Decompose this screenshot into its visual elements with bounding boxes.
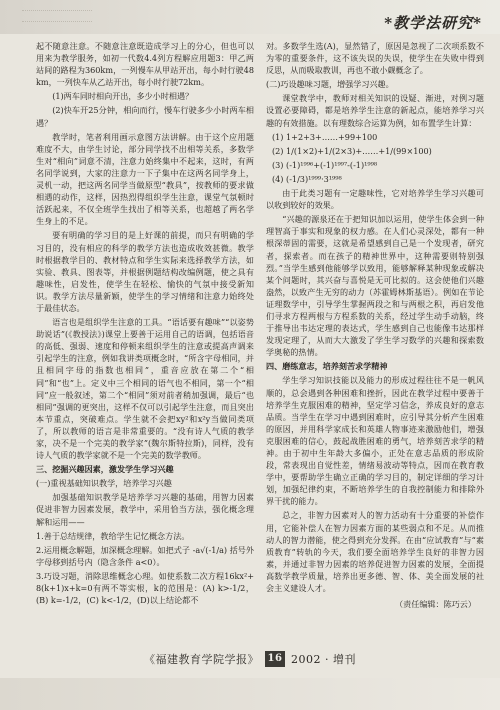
right-column <box>266 40 484 636</box>
editor-credit: （责任编辑：陈巧云） <box>395 599 476 610</box>
list-item: 1.善于总结规律，教给学生记忆概念方法。 <box>36 530 190 541</box>
section-heading: 三、挖掘兴趣因素，激发学生学习兴趣 <box>36 464 174 475</box>
left-column <box>36 40 254 636</box>
section-title: *教学法研究* <box>384 14 482 32</box>
paragraph: 对。多数学生选(A)，显然错了，原因是忽视了二次项系数不为零的重要条件，这不该失误的失误，使学生在失败中得到反思，从而吸取教训，再也不敢小觑概念了。 <box>266 41 484 76</box>
list-item: 3.巧设习题，消除思维概念心理。如使系数二次方程16kx²+8(k+1)x+k=0有两不等实根，k的范围是：(A) k>-1/2，(B) k=-1/2，(C) k<-1/2，(D)以上结论都不 <box>36 570 254 606</box>
subsection-heading: (一)重视基础知识教学，培养学习兴趣 <box>36 478 172 489</box>
list-item: 2.运用概念解题，加深概念理解。如把式子 -a√(-1/a) 括号外字母移到括号内（隐含条件 a<0）。 <box>36 544 254 567</box>
paragraph: 由于此类习题有一定趣味性，它对培养学生学习兴趣可以收到较好的效果。 <box>266 188 484 211</box>
page-footer <box>0 646 500 672</box>
math-expression: (2) 1/(1×2)+1/(2×3)+……+1/(99×100) <box>272 145 432 156</box>
subsection-heading: (二)巧设趣味习题，增强学习兴趣。 <box>266 79 394 90</box>
paragraph: 语言也是组织学生注意的工具。“语话要有趣味”“以姿势助说话”(《教授法》)课堂上要善于运用自己的语调，包括语音的高低、强弱、速度和停顿来组织学生的注意或提高声调来引起学生的注意，例如我讲类项概念时，“所含字母相同，并且相同字母的指数也相同”，重音应放在第二个“相同”和“也”上。定义中三个相同的语气也不相同，第一个“相同”应一般叙述，第二个“相同”须对前者稍加强调，最后“也相同”强调的更突出，这样不仅可以引起学生注意，而且突出本节重点，突破难点。学生就不会把xy²和x²y当做同类项了，所以教师的语言是非常重要的。“没有诗人气质的教学家，决不是一个完美的教学家”(魏尔斯特拉斯)，同样，没有诗人气质的教学家就不是一个完美的数学教师。 <box>36 317 254 461</box>
journal-name: 《福建教育学院学报》 <box>144 653 259 666</box>
article-body <box>36 40 484 636</box>
header-decoration <box>22 10 92 22</box>
paragraph: 总之，非智力因素对人的智力活动有十分重要的补偿作用，它能补偿人在智力因素方面的某些弱点和不足。从而推动人的智力潜能，使之得到充分发挥。在由“应试教育”与“素质教育”转轨的今天，我们要全面培养学生良好的非智力因素，并通过非智力因素的培养促进智力因素的发展，全面提高数学教学质量，培养出更多德、智、体、美全面发展的社会主义建设人才。 <box>266 510 484 594</box>
math-expression: (3) (-1)¹⁹⁹⁶+(-1)¹⁹⁹⁷-(-1)¹⁹⁹⁸ <box>272 159 378 170</box>
paragraph: 教学时，笔者利用画示意图方法讲解。由于这个应用题难度不大，由学生讨论，部分同学找不出相等关系，多数学生对“相向”词意不清，注意力始终集中不起来，这时，有两名同学说到，大家的注意力一下子集中在这两名同学身上，灵机一动，把这两名同学当做原型“教具”，按教师的要求做相遇的动作，这样，因热烈得组织学生注意，课堂气氛顿时活跃起来，不仅全班学生找出了相等关系，也超越了两名学生身上的不足。 <box>36 131 254 227</box>
paragraph: 要有明确的学习目的是上好课的前提，而只有明确的学习目的，没有相应的科学的教学方法也造成收效甚微。教学时根据教学目的、教材特点和学生实际来选择教学方法，如实验、教具、图表等，并根据例题结构改编例题，使之具有趣味性，启发性，使学生在轻松、愉快的气氛中接受新知识。教学方法尽量新颖，使学生的学习情绪和注意力始终处于最佳状态。 <box>36 230 254 313</box>
paragraph: 加强基础知识教学是培养学习兴趣的基础，用智力因素促进非智力因素发展，教学中，采用恰当方法，强化概念理解和运用—— <box>36 492 254 527</box>
page-number: 16 <box>265 651 285 667</box>
paragraph: 学生学习知识技能以及能力的形成过程往往不是一帆风顺的，总会遇到各种困难和挫折，因此在教学过程中要善于培养学生克服困难的精神，坚定学习信念，养成良好的意志品质。当学生在学习中遇到困难时，应引导其分析产生困难的原因，并用科学家成长和英雄人物事迹来激励他们，增强克服困难的信心，鼓起战胜困难的勇气，培养刻苦求学的精神。由于初中生年龄大多偏小，正处在意志品质的形成阶段，常表现出自觉性差，情绪易波动等特点，因而在教育教学中，要帮助学生确立正确的学习目的，制定详细的学习计划，加强纪律约束，不断培养学生的自我控制能力和排除外界干扰的能力。 <box>266 375 484 507</box>
paragraph: (2)快车开25分钟，相向而行，慢车行驶多少小时两车相遇？ <box>36 105 254 128</box>
math-expression: (4) (-1/3)¹⁹⁹⁹·3¹⁹⁹⁸ <box>272 173 342 184</box>
section-heading: 四、磨练意志，培养刻苦求学精神 <box>266 361 388 372</box>
paragraph: 课堂教学中，教师对相关知识的设疑、渐进，对例习题设置必要障碍，都是培养学生注意的新起点，能培养学习兴趣的有效措施。以有理数综合运算为例，如布置学生计算： <box>266 93 484 128</box>
bottom-band <box>0 678 500 710</box>
math-expression: (1) 1+2+3+……+99+100 <box>272 131 378 142</box>
issue-label: 2002 · 增刊 <box>291 653 356 666</box>
paragraph: 起不随意注意。不随意注意既造成学习上的分心，但也可以用来为教学服务，如初一代数4.4列方程解应用题3：甲乙两站间的路程为360km，一列慢车从甲站开出，每小时行驶48km，一列快车从乙站开出，每小时行驶72km。 <box>36 41 254 88</box>
paragraph: “兴趣的源泉还在于把知识加以运用，使学生体会到一种理智高于事实和现象的权力感。在人们心灵深处，都有一种根深蒂固的需要，这就是希望感到自己是一个发现者，研究者，探索者。而在孩子的精神世界中，这种需要则特别强烈。”当学生感到他能够学以致用，能够解释某种现象或解决某个问题时，其兴奋与喜悦是无可比拟的。这会使他们兴趣盎然，以致产生无穷的动力（苏霍姆林斯基语）。例如在节论证理数学中，引导学生掌握两段之和与两根之积，再启发他们寻求方程两根与方程系数的关系，经过学生动手动脑，终于推导出韦达定理的表达式，学生感到自己也能像韦达那样发现定理了，从而大大激发了学生学习数学的兴趣和探索数学奥秘的热情。 <box>266 214 484 358</box>
paragraph: (1)两车同时相向开出，多少小时相遇？ <box>52 91 194 102</box>
